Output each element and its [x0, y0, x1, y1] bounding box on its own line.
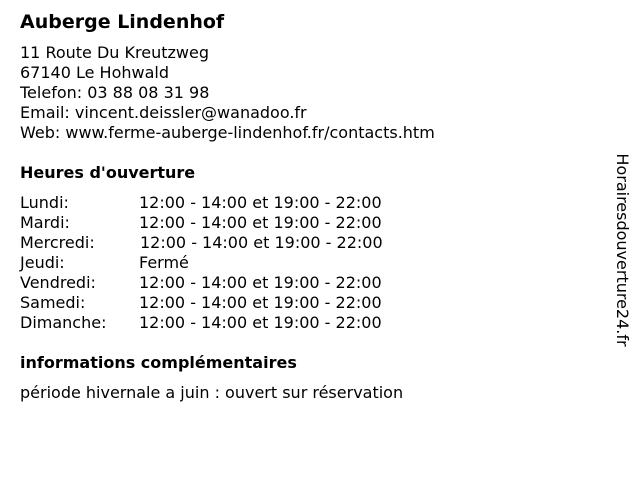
day-label: Samedi:	[20, 293, 86, 312]
email-text: Email: vincent.deissler@wanadoo.fr	[20, 103, 307, 122]
address-line-city: 67140 Le Hohwald	[20, 63, 169, 82]
contact-block	[20, 43, 435, 143]
day-hours: 12:00 - 14:00 et 19:00 - 22:00	[139, 213, 382, 232]
day-hours: Fermé	[139, 253, 189, 272]
day-label: Mardi:	[20, 213, 70, 232]
day-label: Jeudi:	[20, 253, 65, 272]
business-name: Auberge Lindenhof	[20, 11, 225, 33]
additional-info-text: période hivernale a juin : ouvert sur réservation	[20, 383, 404, 402]
day-hours: 12:00 - 14:00 et 19:00 - 22:00	[139, 313, 382, 332]
phone-text: Telefon: 03 88 08 31 98	[20, 83, 210, 102]
day-hours: 12:00 - 14:00 et 19:00 - 22:00	[139, 193, 382, 212]
day-label: Lundi:	[20, 193, 69, 212]
day-label: Vendredi:	[20, 273, 96, 292]
address-line-street: 11 Route Du Kreutzweg	[20, 43, 209, 62]
day-label: Dimanche:	[20, 313, 107, 332]
opening-hours-heading: Heures d'ouverture	[20, 163, 196, 182]
website-text: Web: www.ferme-auberge-lindenhof.fr/contacts.htm	[20, 123, 435, 142]
day-hours: 12:00 - 14:00 et 19:00 - 22:00	[139, 293, 382, 312]
site-watermark: Horairesdouverture24.fr	[613, 153, 632, 347]
additional-info-heading: informations complémentaires	[20, 353, 297, 372]
day-hours: 12:00 - 14:00 et 19:00 - 22:00	[140, 233, 383, 252]
day-hours: 12:00 - 14:00 et 19:00 - 22:00	[139, 273, 382, 292]
day-label: Mercredi:	[20, 233, 95, 252]
